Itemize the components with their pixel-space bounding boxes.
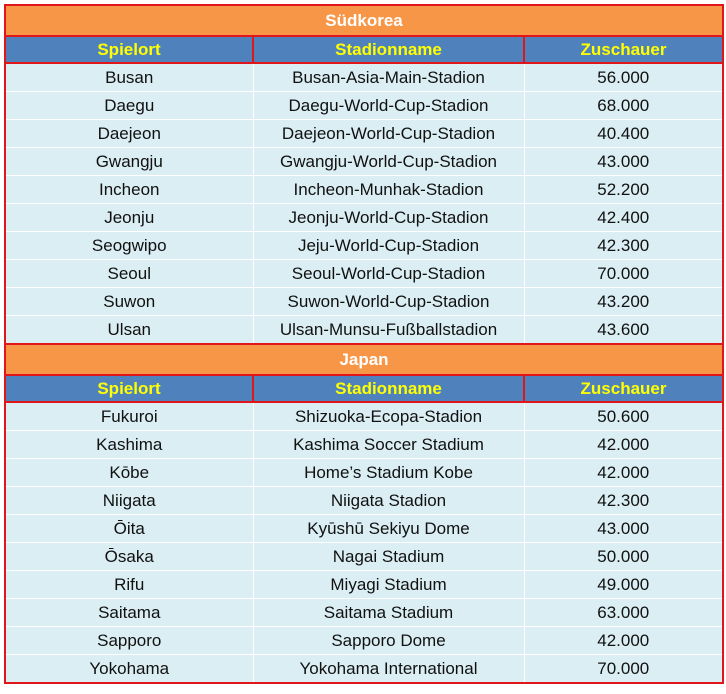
- stadium-name-cell: Suwon-World-Cup-Stadion: [253, 288, 524, 316]
- table-row: [5, 571, 723, 599]
- stadium-table: [4, 4, 724, 684]
- stadium-name-cell: Gwangju-World-Cup-Stadion: [253, 148, 524, 176]
- attendance-cell: 43.000: [524, 148, 723, 176]
- attendance-cell: 43.200: [524, 288, 723, 316]
- stadium-name-cell: Saitama Stadium: [253, 599, 524, 627]
- attendance-cell: 42.000: [524, 459, 723, 487]
- table-row: [5, 627, 723, 655]
- attendance-cell: 40.400: [524, 120, 723, 148]
- venue-cell: Daejeon: [5, 120, 253, 148]
- venue-cell: Jeonju: [5, 204, 253, 232]
- table-row: [5, 120, 723, 148]
- section-title: Japan: [5, 344, 723, 375]
- stadium-table-container: [4, 4, 722, 684]
- venue-cell: Niigata: [5, 487, 253, 515]
- table-row: [5, 655, 723, 684]
- attendance-cell: 70.000: [524, 655, 723, 684]
- attendance-cell: 70.000: [524, 260, 723, 288]
- column-header-venue: Spielort: [5, 375, 253, 402]
- stadium-name-cell: Home’s Stadium Kobe: [253, 459, 524, 487]
- attendance-cell: 50.600: [524, 402, 723, 431]
- table-row: [5, 204, 723, 232]
- stadium-name-cell: Kashima Soccer Stadium: [253, 431, 524, 459]
- stadium-name-cell: Jeju-World-Cup-Stadion: [253, 232, 524, 260]
- stadium-name-cell: Miyagi Stadium: [253, 571, 524, 599]
- table-row: [5, 63, 723, 92]
- venue-cell: Yokohama: [5, 655, 253, 684]
- table-row: [5, 176, 723, 204]
- attendance-cell: 68.000: [524, 92, 723, 120]
- venue-cell: Ōita: [5, 515, 253, 543]
- venue-cell: Ōsaka: [5, 543, 253, 571]
- table-row: [5, 515, 723, 543]
- table-row: [5, 543, 723, 571]
- stadium-name-cell: Niigata Stadion: [253, 487, 524, 515]
- venue-cell: Sapporo: [5, 627, 253, 655]
- attendance-cell: 56.000: [524, 63, 723, 92]
- venue-cell: Fukuroi: [5, 402, 253, 431]
- stadium-name-cell: Ulsan-Munsu-Fußballstadion: [253, 316, 524, 345]
- attendance-cell: 42.000: [524, 627, 723, 655]
- column-header-attendance: Zuschauer: [524, 36, 723, 63]
- venue-cell: Incheon: [5, 176, 253, 204]
- venue-cell: Ulsan: [5, 316, 253, 345]
- attendance-cell: 63.000: [524, 599, 723, 627]
- stadium-name-cell: Yokohama International: [253, 655, 524, 684]
- section-title-row: [5, 344, 723, 375]
- column-header-row: [5, 375, 723, 402]
- column-header-venue: Spielort: [5, 36, 253, 63]
- stadium-name-cell: Incheon-Munhak-Stadion: [253, 176, 524, 204]
- attendance-cell: 43.600: [524, 316, 723, 345]
- stadium-name-cell: Daegu-World-Cup-Stadion: [253, 92, 524, 120]
- column-header-stadium-name: Stadionname: [253, 375, 524, 402]
- table-row: [5, 316, 723, 345]
- table-row: [5, 459, 723, 487]
- venue-cell: Suwon: [5, 288, 253, 316]
- venue-cell: Daegu: [5, 92, 253, 120]
- section-title-row: [5, 5, 723, 36]
- stadium-name-cell: Jeonju-World-Cup-Stadion: [253, 204, 524, 232]
- table-row: [5, 487, 723, 515]
- column-header-stadium-name: Stadionname: [253, 36, 524, 63]
- column-header-attendance: Zuschauer: [524, 375, 723, 402]
- table-row: [5, 431, 723, 459]
- stadium-name-cell: Shizuoka-Ecopa-Stadion: [253, 402, 524, 431]
- table-row: [5, 599, 723, 627]
- attendance-cell: 52.200: [524, 176, 723, 204]
- attendance-cell: 42.300: [524, 487, 723, 515]
- column-header-row: [5, 36, 723, 63]
- venue-cell: Seogwipo: [5, 232, 253, 260]
- stadium-name-cell: Kyūshū Sekiyu Dome: [253, 515, 524, 543]
- table-row: [5, 92, 723, 120]
- table-row: [5, 148, 723, 176]
- table-row: [5, 402, 723, 431]
- venue-cell: Kōbe: [5, 459, 253, 487]
- venue-cell: Gwangju: [5, 148, 253, 176]
- table-row: [5, 288, 723, 316]
- stadium-name-cell: Seoul-World-Cup-Stadion: [253, 260, 524, 288]
- stadium-name-cell: Busan-Asia-Main-Stadion: [253, 63, 524, 92]
- attendance-cell: 42.400: [524, 204, 723, 232]
- stadium-name-cell: Daejeon-World-Cup-Stadion: [253, 120, 524, 148]
- attendance-cell: 43.000: [524, 515, 723, 543]
- attendance-cell: 49.000: [524, 571, 723, 599]
- stadium-name-cell: Sapporo Dome: [253, 627, 524, 655]
- attendance-cell: 50.000: [524, 543, 723, 571]
- section-title: Südkorea: [5, 5, 723, 36]
- venue-cell: Seoul: [5, 260, 253, 288]
- attendance-cell: 42.300: [524, 232, 723, 260]
- stadium-name-cell: Nagai Stadium: [253, 543, 524, 571]
- attendance-cell: 42.000: [524, 431, 723, 459]
- venue-cell: Kashima: [5, 431, 253, 459]
- table-row: [5, 260, 723, 288]
- venue-cell: Busan: [5, 63, 253, 92]
- venue-cell: Rifu: [5, 571, 253, 599]
- table-row: [5, 232, 723, 260]
- venue-cell: Saitama: [5, 599, 253, 627]
